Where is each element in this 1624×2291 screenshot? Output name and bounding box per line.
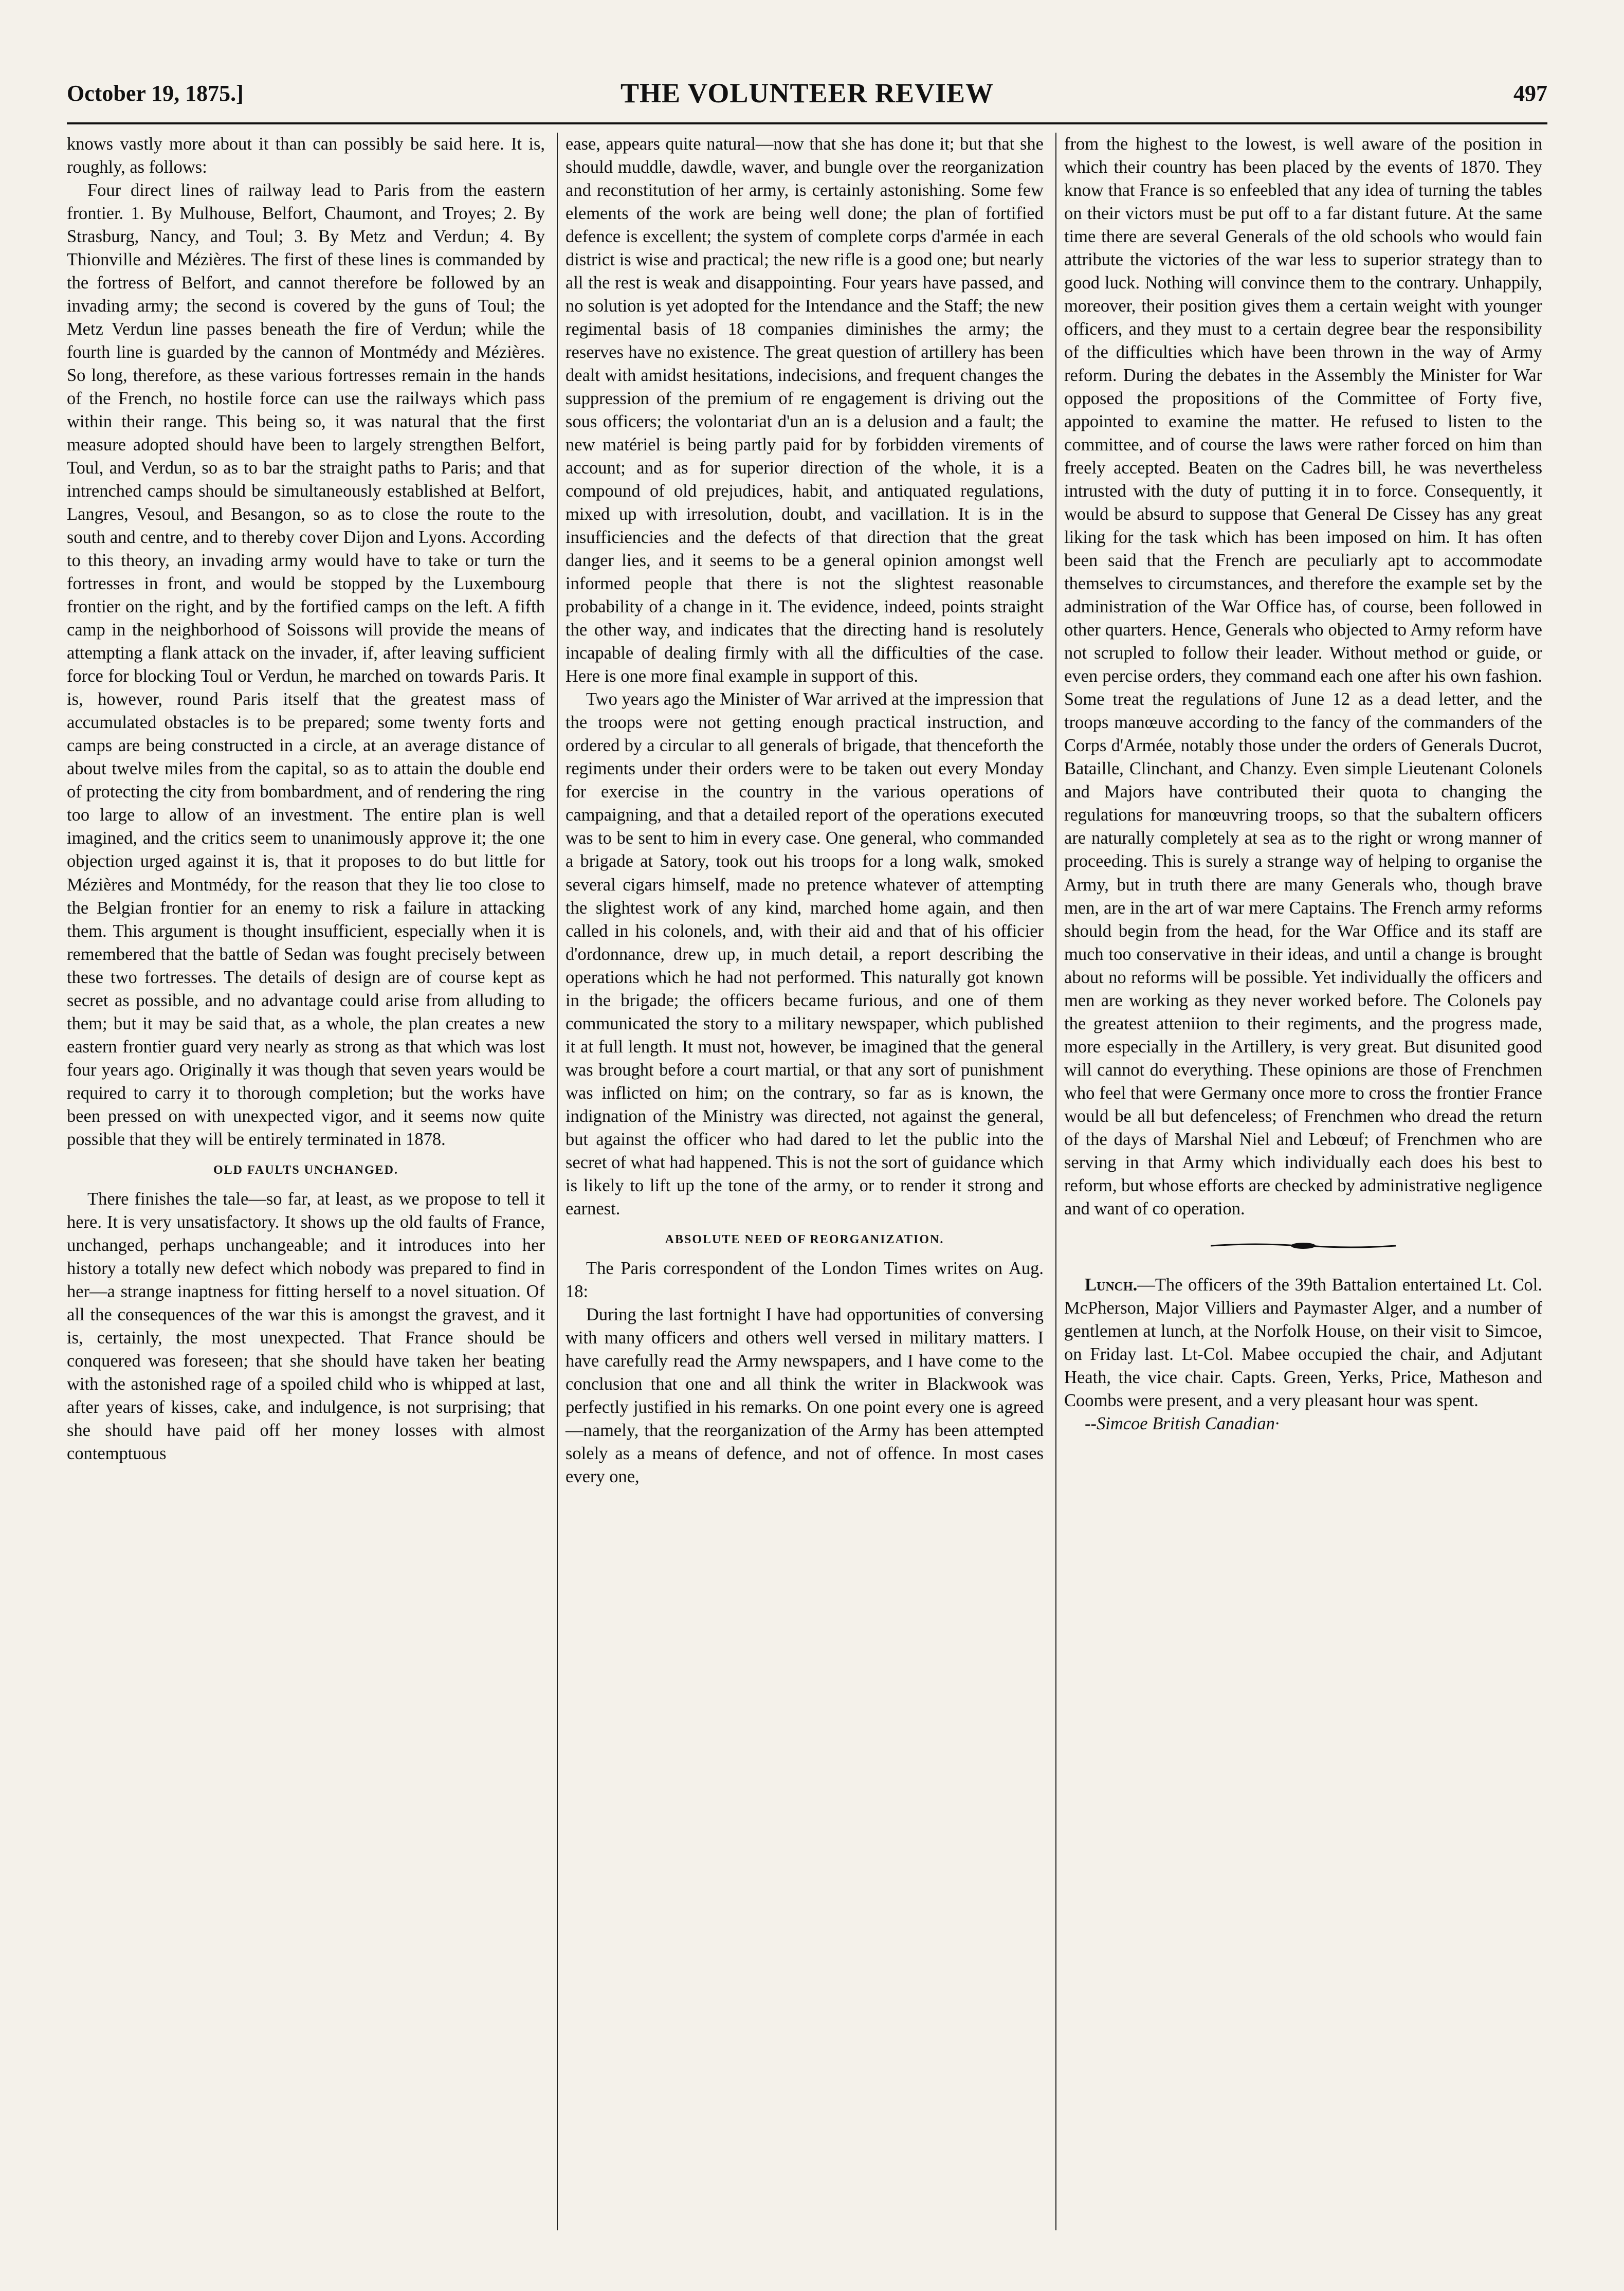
header-rule (67, 122, 1547, 124)
paragraph: knows vastly more about it than can possibly be said here. It is, roughly, as follows: (67, 134, 545, 177)
column-divider-1 (557, 133, 558, 2230)
column-1 (67, 133, 545, 1465)
section-heading: OLD FAULTS UNCHANGED. (213, 1163, 399, 1177)
paragraph: The Paris correspondent of the London Times writes on Aug. 18: (565, 1259, 1044, 1302)
paragraph: Four direct lines of railway lead to Paris from the eastern frontier. 1. By Mulhouse, Belfort, Chaumont, and Troyes; 2. By Strasburg, Nancy, and Toul; 3. By Metz and Verdun; 4. By Thionville and Mézières. The first of these lines is commanded by the fortress of Belfort, and cannot therefore be followed by an invading army; the second is covered by the guns of Toul; the Metz Verdun line passes beneath the fire of Verdun; while the fourth line is guarded by the cannon of Montmédy and Mézières. So long, therefore, as these various fortresses remain in the hands of the French, no hostile force can use the railways which pass within their range. This being so, it was natural that the first measure adopted should have been to largely strengthen Belfort, Toul, and Verdun, so as to bar the straight paths to Paris; and that intrenched camps should be simultaneously established at Belfort, Langres, Vesoul, and Besangon, so as to close the route to the south and centre, and to thereby cover Dijon and Lyons. According to this theory, an invading army would have to take or turn the fortresses in front, and would be stopped by the Luxembourg frontier on the right, and by the fortified camps on the left. A fifth camp in the neighborhood of Soissons will provide the means of attempting a flank attack on the invader, if, after leaving sufficient force for blocking Toul or Verdun, he marched on towards Paris. It is, however, round Paris itself that the greatest mass of accumulated obstacles is to be prepared; some twenty forts and camps are being constructed in a circle, at an average distance of about twelve miles from the capital, so as to attain the double end of protecting the city from bombardment, and of rendering the ring too large to allow of an investment. The entire plan is well imagined, and the critics seem to unanimously approve it; the one objection urged against it is, that it proposes to do but little for Mézières and Montmédy, for the reason that they lie too close to the Belgian frontier for an enemy to risk a failure in attacking them. This argument is thought insufficient, especially when it is remembered that the battle of Sedan was fought precisely between these two fortresses. The details of design are of course kept as secret as possible, and no advantage could arise from alluding to them; but it may be said that, as a whole, the plan creates a new eastern frontier guard very nearly as strong as that which was lost four years ago. Originally it was though that seven years would be required to carry it to thorough completion; but the works have been pressed on with unexpected vigor, and it seems now quite possible that they will be entirely terminated in 1878. (67, 180, 545, 1149)
page-header (67, 77, 1547, 113)
column-2 (565, 133, 1044, 1488)
lunch-paragraph (1064, 1274, 1542, 1412)
page-number: 497 (1513, 81, 1547, 106)
paragraph: ease, appears quite natural—now that she has done it; but that she should muddle, dawdle, waver, and bungle over the reorganization and reconstitution of her army, is certainly astonishing. Some few elements of the work are being well done; the plan of fortified defence is excellent; the system of complete corps d'armée in each district is wise and practical; the new rifle is a good one; but nearly all the rest is weak and disappointing. Four years have passed, and no solution is yet adopted for the Intendance and the Staff; the new regimental basis of 18 companies diminishes the army; the reserves have no existence. The great question of artillery has been dealt with amidst hesitations, indecisions, and frequent changes the suppression of the premium of re engagement is driving out the sous officers; the volontariat d'un an is a delusion and a fault; the new matériel is being partly paid for by forbidden virements of account; and as for superior direction of the whole, it is a compound of old prejudices, habit, and antiquated regulations, mixed up with irresolution, doubt, and vacillation. It is in the insufficiencies and the defects of that direction that the great danger lies, and it seems to be a general opinion amongst well informed people that there is not the slightest reasonable probability of a change in it. The evidence, indeed, points straight the other way, and indicates that the directing hand is resolutely incapable of dealing firmly with all the difficulties of the case. Here is one more final example in support of this. (565, 134, 1044, 686)
paragraph: from the highest to the lowest, is well aware of the position in which their country has been placed by the events of 1870. They know that France is so enfeebled that any idea of turning the tables on their victors must be put off to a far distant future. At the same time there are several Generals of the old schools who would fain attribute the victories of the war less to superior strategy than to good luck. Nothing will convince them to the contrary. Unhappily, moreover, their position gives them a certain weight with younger officers, and they must to a certain degree bear the responsibility of the difficulties which have been thrown in the way of Army reform. During the debates in the Assembly the Minister for War opposed the propositions of the Committee of Forty five, appointed to examine the matter. He refused to listen to the committee, and of course the laws were rather forced on him than freely accepted. Beaten on the Cadres bill, he was nevertheless intrusted with the duty of putting it in to force. Consequently, it would be absurd to suppose that General De Cissey has any great liking for the task which has been imposed on him. It has often been said that the French are peculiarly apt to accommodate themselves to circumstances, and therefore the example set by the administration of the War Office has, of course, been followed in other quarters. Hence, Generals who objected to Army reform have not scrupled to follow their leader. Without method or guide, or even percise orders, they command each one after his own fashion. Some treat the regulations of June 12 as a dead letter, and the troops manœuve according to the fancy of the commanders of the Corps d'Armée, notably those under the orders of Generals Ducrot, Bataille, Clinchant, and Chanzy. Even simple Lieutenant Colonels and Majors have contributed their quota to changing the regulations for manœuvring troops, so that the subaltern officers are naturally completely at sea as to the right or wrong manner of proceeding. This is surely a strange way of helping to organise the Army, but in truth there are many Generals who, though brave men, are in the art of war mere Captains. The French army reforms should begin from the head, for the War Office and its staff are much too conservative in their ideas, and until a change is brought about no reforms will be possible. Yet individually the officers and men are working as they never worked before. The Colonels pay the greatest atteniion to their regiments, and the progress made, more especially in the Artillery, is very great. But disunited good will cannot do everything. These opinions are those of Frenchmen who feel that were Germany once more to cross the frontier France would be all but defenceless; of Frenchmen who dread the return of the days of Marshal Niel and Lebœuf; of Frenchmen who are serving in that Army which individually each does his best to reform, but whose efforts are checked by administrative negligence and want of co operation. (1064, 134, 1542, 1219)
lunch-heading: Lunch. (1085, 1275, 1138, 1295)
column-3 (1064, 133, 1542, 1435)
flourish-ornament-icon (1211, 1241, 1396, 1251)
source-signature: --Simcoe British Canadian· (1085, 1413, 1280, 1433)
paragraph: There finishes the tale—so far, at least, as we propose to tell it here. It is very unsatisfactory. It shows up the old faults of France, unchanged, perhaps unchangeable; and it introduces into her history a totally new defect which nobody was prepared to find in her—a strange inaptness for fitting herself to a novel situation. Of all the consequences of the war this is amongst the gravest, and it is, certainly, the most unexpected. That France should be conquered was foreseen; that she should have taken her beating with the astonished rage of a spoiled child who is whipped at last, after years of kisses, cake, and indulgence, is not surprising; that she should have paid off her money losses with almost contemptuous (67, 1189, 545, 1464)
section-divider-ornament (1064, 1234, 1542, 1257)
lunch-body: —The officers of the 39th Battalion entertained Lt. Col. McPherson, Major Villiers and Paymaster Alger, and a number of gentlemen at lunch, at the Norfolk House, on their visit to Simcoe, on Friday last. Lt-Col. Mabee occupied the chair, and Adjutant Heath, the vice chair. Capts. Green, Yerks, Price, Matheson and Coombs were present, and a very pleasant hour was spent. (1064, 1275, 1542, 1410)
paragraph: During the last fortnight I have had opportunities of conversing with many officers and others well versed in military matters. I have carefully read the Army newspapers, and I have come to the conclusion that one and all think the writer in Blackwook was perfectly justified in his remarks. On one point every one is agreed—namely, that the reorganization of the Army has been attempted solely as a means of defence, and not of offence. In most cases every one, (565, 1305, 1044, 1487)
issue-date: October 19, 1875.] (67, 81, 244, 106)
paragraph: Two years ago the Minister of War arrived at the impression that the troops were not getting enough practical instruction, and ordered by a circular to all generals of brigade, that thenceforth the regiments under their orders were to be taken out every Monday for exercise in the country in the various operations of campaigning, and that a detailed report of the operations executed was to be sent to him in every case. One general, who commanded a brigade at Satory, took out his troops for a long walk, smoked several cigars himself, made no pretence whatever of attempting the slightest work of any kind, marched home again, and then called in his colonels, and, with their aid and that of his officier d'ordonnance, drew up, in much detail, a report describing the operations which he had not performed. This naturally got known in the brigade; the officers became furious, and one of them communicated the story to a military newspaper, which published it at full length. It must not, however, be imagined that the general was brought before a court martial, or that any sort of punishment was inflicted on him; on the contrary, so far as is known, the indignation of the Ministry was directed, not against the general, but against the officer who had dared to let the public into the secret of what had happened. This is not the sort of guidance which is likely to lift up the tone of the army, or to render it strong and earnest. (565, 689, 1044, 1219)
publication-title: THE VOLUNTEER REVIEW (620, 78, 994, 108)
section-heading: ABSOLUTE NEED OF REORGANIZATION. (665, 1232, 944, 1246)
column-divider-2 (1055, 133, 1056, 2230)
